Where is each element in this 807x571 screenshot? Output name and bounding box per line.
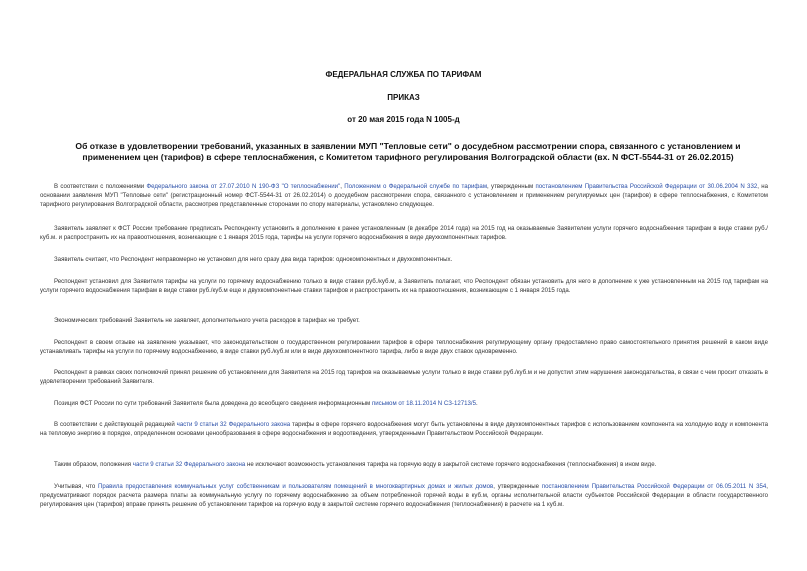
agency-heading: ФЕДЕРАЛЬНАЯ СЛУЖБА ПО ТАРИФАМ: [325, 70, 482, 79]
paragraph-9: [40, 421, 768, 439]
text: В соответствии с положениями: [54, 183, 147, 190]
link-fst-regulation[interactable]: Положением о Федеральной службе по тарифам: [344, 183, 488, 190]
text: В соответствии с действующей редакцией: [54, 421, 177, 428]
link-utility-rules[interactable]: Правила предоставления коммунальных услуг собственникам и пользователям помещений в многоквартирных домах и жилых домов: [98, 483, 494, 490]
paragraph-8: [40, 400, 768, 409]
paragraph-3: Заявитель считает, что Респондент неправомерно не установил для него сразу два вида тарифов: однокомпонентных и двухкомпонентных.: [54, 256, 453, 263]
doc-type-heading: ПРИКАЗ: [387, 93, 420, 102]
paragraph-5: Экономических требований Заявитель не заявляет, дополнительного учета расходов в тарифах не требует.: [54, 317, 360, 324]
date-number: от 20 мая 2015 года N 1005-д: [347, 115, 460, 124]
link-letter-sz-12713[interactable]: письмом от 18.11.2014 N СЗ-12713/5: [371, 400, 476, 407]
text: не исключают возможность установления тарифа на горячую воду в закрытой системе горячего водоснабжения (теплоснабжения) в ином виде.: [245, 461, 657, 468]
paragraph-4: Респондент установил для Заявителя тарифы на услуги по горячему водоснабжению только в виде ставки руб./куб.м, а Заявитель полагает, что Респондент обязан установить для него в дополнение к уже установленным на 2015 год тарифам на услуги горячего водоснабжения тарифам в виде ставки руб./куб.м еще и двухкомпонентные ставки тарифов и распространить их на правоотношения, возникающие с 1 января 2015 года.: [40, 278, 768, 294]
text: Учитывая, что: [54, 483, 99, 490]
link-law-190fz[interactable]: Федерального закона от 27.07.2010 N 190-ФЗ "О теплоснабжении": [146, 183, 341, 190]
text: ,: [340, 183, 345, 190]
link-decree-354[interactable]: постановлением Правительства Российской Федерации от 06.05.2011 N 354: [541, 483, 767, 490]
paragraph-6: Респондент в своем отзыве на заявление указывает, что законодательством о государственном регулировании тарифов в сфере теплоснабжения регулирующему органу предоставлено право самостоятельного принятия решений в каком виде устанавливать тарифы на услуги по горячему водоснабжению, в виде ставки руб./куб.м или в виде двухкомпонентного тарифа, либо в виде двух ставок одновременно.: [40, 339, 768, 355]
text: тарифы в сфере горячего водоснабжения могут быть установлены в виде двухкомпонентных тарифов с использованием компонента на холодную воду и компонента на тепловую энергию в порядке, определенном основами ценообразования в сфере водоснабжения и водоотведения, утвержденными Правительством Российской Федерации.: [40, 421, 768, 437]
text: Таким образом, положения: [54, 461, 133, 468]
paragraph-1: [40, 183, 768, 210]
document-title: Об отказе в удовлетворении требований, указанных в заявлении МУП "Тепловые сети" о досудебном рассмотрении спора, связанного с установлением и применением цен (тарифов) в сфере теплоснабжения, с Комитетом тарифного регулирования Волгоградской области (вх. N ФСТ-5544-31 от 26.02.2015): [75, 141, 741, 162]
text: , на основании заявления МУП "Тепловые сети" (регистрационный номер ФСТ-5544-31 от 26.02.2014) о досудебном рассмотрении спора, связанного с установлением и применением регулируемых цен (тарифов) в сфере теплоснабжения, с Комитетом тарифного регулирования Волгоградской области, рассмотрев представленные сторонами по спору материалы, установлено следующее.: [40, 183, 769, 208]
text: Позиция ФСТ России по сути требований Заявителя была доведена до всеобщего сведения информационным: [54, 400, 372, 407]
paragraph-2: Заявитель заявляет к ФСТ России требование предписать Респонденту установить в дополнение к ранее установленным (в декабре 2014 года) на 2015 год на оказываемые Заявителем услуги горячего водоснабжения тарифам в виде ставки руб./куб.м. и распространить их на правоотношения, возникающие с 1 января 2015 года, тарифы на услуги горячего водоснабжения в виде двухкомпонентных тарифов.: [40, 225, 768, 241]
text: .: [475, 400, 478, 407]
text: , утвержденные: [493, 483, 542, 490]
text: , утвержденным: [487, 183, 536, 190]
link-part9-article32[interactable]: части 9 статьи 32 Федерального закона: [176, 421, 291, 428]
paragraph-10: [40, 461, 768, 470]
paragraph-11: [40, 483, 768, 510]
link-decree-332[interactable]: постановлением Правительства Российской Федерации от 30.06.2004 N 332: [535, 183, 758, 190]
paragraph-7: Респондент в рамках своих полномочий принял решение об установлении для Заявителя на 2015 год тарифов на оказываемые услуги только в виде ставки руб./куб.м и не допустил этим нарушения законодательства, в связи с чем просит отказать в удовлетворении требований Заявителя.: [40, 369, 768, 385]
link-part9-article32[interactable]: части 9 статьи 32 Федерального закона: [132, 461, 246, 468]
text: , предусматривают порядок расчета размера платы за коммунальную услугу по горячему водоснабжению за объем потребленной горячей воды в куб.м, органы исполнительной власти субъектов Российской Федерации в области государственного регулирования цен (тарифов) вправе принять решение об установлении тарифов на горячую воду в закрытой системе горячего водоснабжения (теплоснабжения) в расчете на 1 куб.м.: [40, 483, 768, 508]
